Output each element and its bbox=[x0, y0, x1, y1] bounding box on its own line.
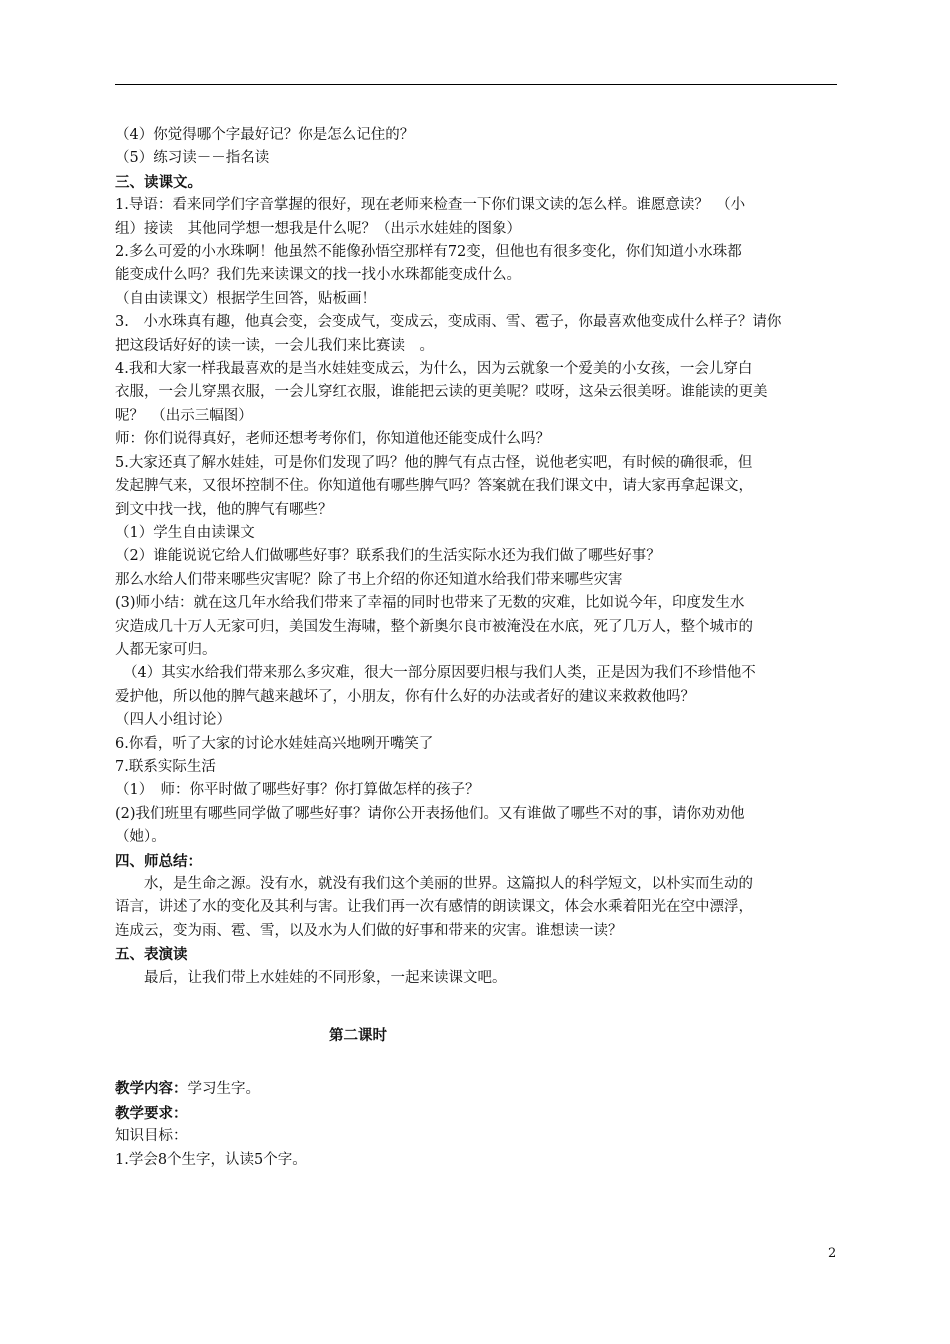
text-line: 组）接读 其他同学想一想我是什么呢？（出示水娃娃的图象） bbox=[115, 220, 521, 237]
header-rule bbox=[115, 84, 837, 85]
text-line: 6.你看，听了大家的讨论水娃娃高兴地咧开嘴笑了 bbox=[115, 735, 434, 752]
text-line: 把这段话好好的读一读，一会儿我们来比赛读 。 bbox=[115, 337, 434, 354]
text-line: 人都无家可归。 bbox=[115, 641, 217, 658]
section-heading: 五、表演读 bbox=[115, 946, 188, 964]
text-line: 到文中找一找，他的脾气有哪些？ bbox=[115, 501, 333, 518]
text-line: (3)师小结：就在这几年水给我们带来了幸福的同时也带来了无数的灾难，比如说今年，印度发生水 bbox=[115, 595, 745, 612]
text-line: 4.我和大家一样我最喜欢的是当水娃娃变成云，为什么，因为云就象一个爱美的小女孩，一会儿穿白 bbox=[115, 361, 753, 378]
text-line: （2）谁能说说它给人们做哪些好事？联系我们的生活实际水还为我们做了哪些好事？ bbox=[115, 548, 661, 565]
text-line: （自由读课文）根据学生回答，贴板画！ bbox=[115, 290, 376, 307]
text-line: 1.学会8个生字，认读5个字。 bbox=[115, 1151, 307, 1168]
teaching-content-label: 教学内容： bbox=[115, 1080, 188, 1098]
text-line: （四人小组讨论） bbox=[115, 712, 231, 729]
teaching-content-value: 学习生字。 bbox=[187, 1081, 260, 1098]
text-line: 灾造成几十万人无家可归，美国发生海啸，整个新奥尔良市被淹没在水底，死了几万人，整个城市的 bbox=[115, 618, 753, 635]
text-line: (2)我们班里有哪些同学做了哪些好事？请你公开表扬他们。又有谁做了哪些不对的事，请你劝劝他 bbox=[115, 805, 745, 822]
spacer bbox=[115, 990, 837, 1024]
text-line: （4）你觉得哪个字最好记？你是怎么记住的？ bbox=[115, 127, 415, 143]
text-line: 连成云，变为雨、雹、雪，以及水为人们做的好事和带来的灾害。谁想读一读？ bbox=[115, 922, 623, 939]
page-number: 2 bbox=[828, 1246, 837, 1261]
text-line: 1.导语：看来同学们字音掌握的很好，现在老师来检查一下你们课文读的怎么样。谁愿意读？ （小 bbox=[115, 197, 746, 214]
text-line: 呢？ （出示三幅图） bbox=[115, 407, 253, 424]
text-line: 爱护他，所以他的脾气越来越坏了，小朋友，你有什么好的办法或者好的建议来救救他吗？ bbox=[115, 688, 695, 705]
text-line: 2.多么可爱的小水珠啊！他虽然不能像孙悟空那样有72变，但他也有很多变化，你们知道小水珠都 bbox=[115, 244, 742, 261]
text-line: 7.联系实际生活 bbox=[115, 758, 216, 775]
text-line: （1）学生自由读课文 bbox=[115, 524, 255, 541]
text-line: 知识目标： bbox=[115, 1128, 188, 1145]
text-line: 能变成什么吗？我们先来读课文的找一找小水珠都能变成什么。 bbox=[115, 267, 521, 284]
text-line: （4）其实水给我们带来那么多灾难，很大一部分原因要归根与我们人类，正是因为我们不珍惜他不 bbox=[123, 665, 756, 682]
text-line: 发起脾气来，又很坏控制不住。你知道他有哪些脾气吗？答案就在我们课文中，请大家再拿起课文， bbox=[115, 478, 753, 495]
lesson-title: 第二课时 bbox=[329, 1027, 387, 1045]
teaching-content-line bbox=[115, 1077, 837, 1101]
text-line: 衣服，一会儿穿黑衣服，一会儿穿红衣服，谁能把云读的更美呢？哎呀，这朵云很美呀。谁能读的更美 bbox=[115, 384, 768, 401]
text-line: 水，是生命之源。没有水，就没有我们这个美丽的世界。这篇拟人的科学短文，以朴实而生动的 bbox=[144, 876, 753, 892]
text-line: （她）。 bbox=[115, 829, 166, 846]
teaching-requirements-label: 教学要求： bbox=[115, 1104, 188, 1122]
text-line: 最后，让我们带上水娃娃的不同形象，一起来读课文吧。 bbox=[144, 969, 507, 986]
section-heading: 四、师总结： bbox=[115, 852, 202, 870]
text-line: （5）练习读－－指名读 bbox=[115, 150, 270, 167]
text-line: （1） 师：你平时做了哪些好事？你打算做怎样的孩子？ bbox=[115, 782, 480, 799]
spacer bbox=[115, 1047, 837, 1077]
text-line: 5.大家还真了解水娃娃，可是你们发现了吗？他的脾气有点古怪，说他老实吧，有时候的确很乖，但 bbox=[115, 454, 753, 471]
text-line: 师：你们说得真好，老师还想考考你们，你知道他还能变成什么吗？ bbox=[115, 431, 550, 448]
section-heading: 三、读课文。 bbox=[115, 173, 202, 191]
document-body bbox=[115, 124, 837, 1172]
text-line: 3. 小水珠真有趣，他真会变，会变成气，变成云，变成雨、雪、雹子，你最喜欢他变成什么样子？请你 bbox=[115, 314, 782, 331]
text-line: 那么水给人们带来哪些灾害呢？除了书上介绍的你还知道水给我们带来哪些灾害 bbox=[115, 571, 623, 588]
text-line: 语言，讲述了水的变化及其利与害。让我们再一次有感情的朗读课文，体会水乘着阳光在空中漂浮， bbox=[115, 899, 753, 916]
